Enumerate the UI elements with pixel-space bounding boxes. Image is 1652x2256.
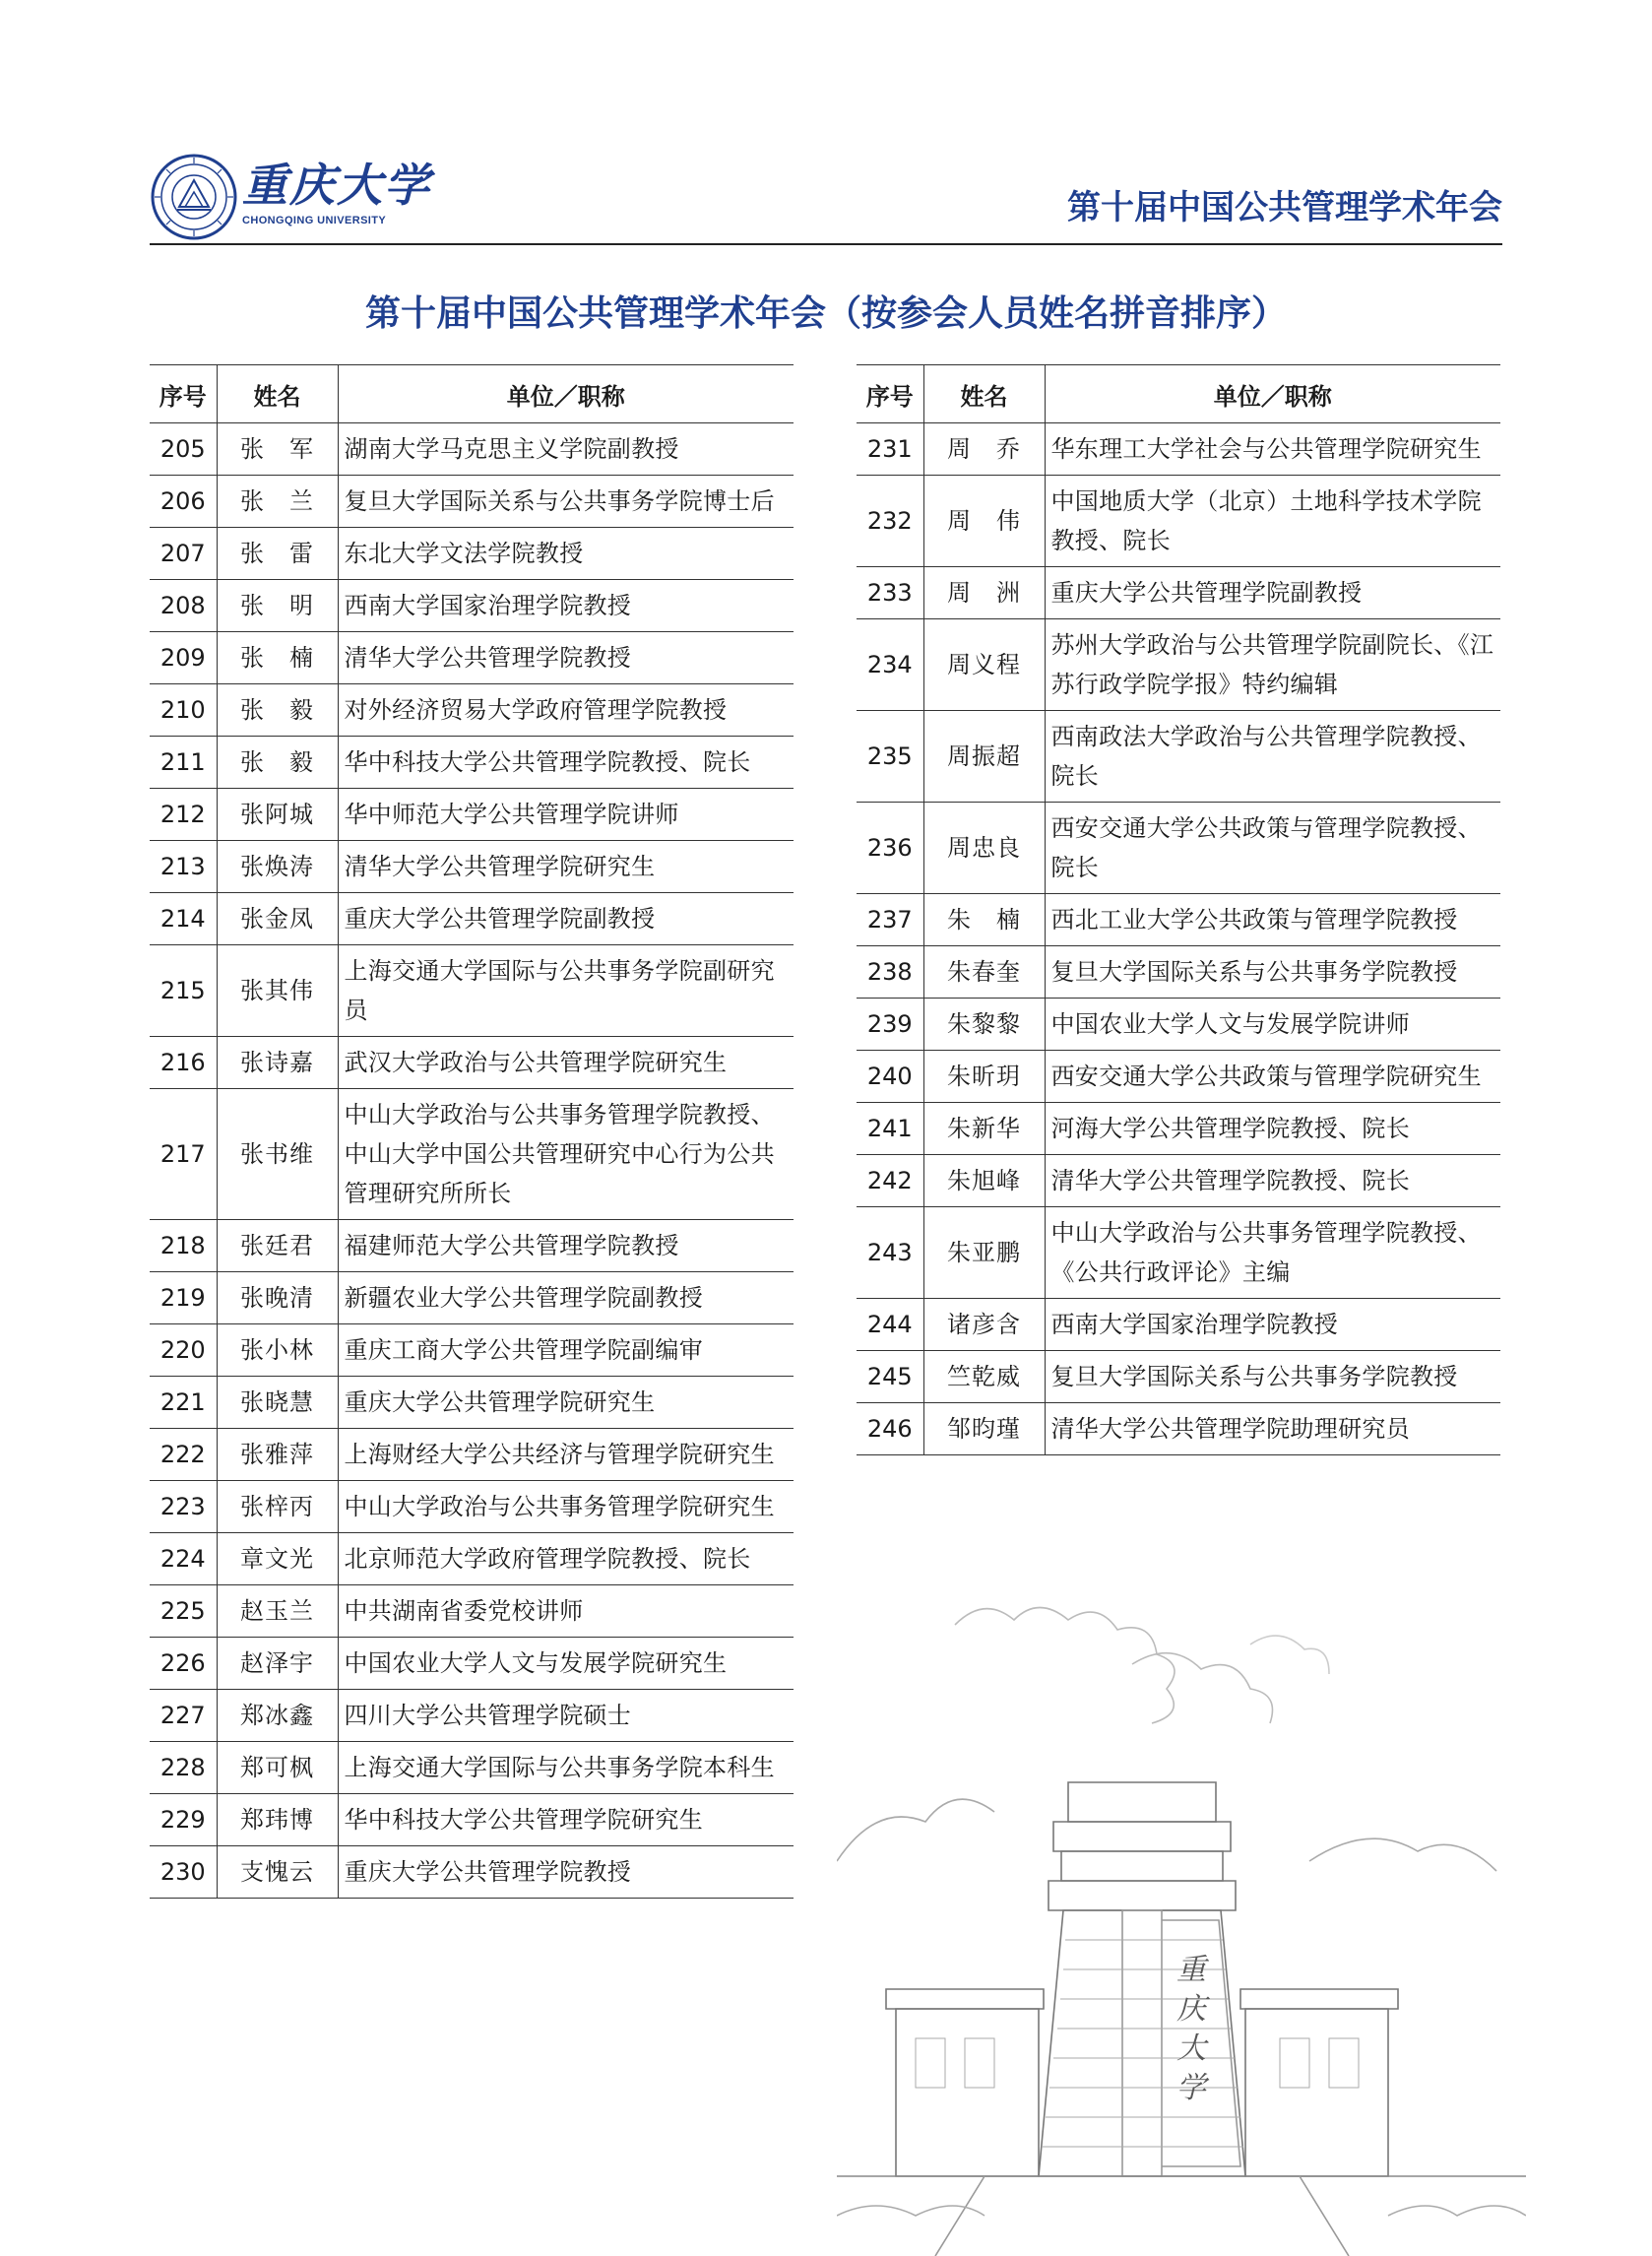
attendee-affiliation: 对外经济贸易大学政府管理学院教授 <box>338 684 794 737</box>
row-number: 218 <box>150 1220 217 1272</box>
attendee-name: 周 洲 <box>923 567 1045 619</box>
table-row <box>150 528 794 580</box>
table-row <box>150 1742 794 1794</box>
table-row <box>150 580 794 632</box>
row-number: 240 <box>857 1051 923 1103</box>
row-number: 214 <box>150 893 217 945</box>
attendee-name: 赵泽宇 <box>217 1638 338 1690</box>
table-row <box>857 1103 1500 1155</box>
table-row <box>857 1155 1500 1207</box>
table-row <box>857 619 1500 711</box>
header-number: 序号 <box>150 365 217 423</box>
attendee-name: 张其伟 <box>217 945 338 1037</box>
row-number: 219 <box>150 1272 217 1324</box>
attendee-name: 张 雷 <box>217 528 338 580</box>
attendee-affiliation: 湖南大学马克思主义学院副教授 <box>338 423 794 476</box>
attendee-name: 张 明 <box>217 580 338 632</box>
header-unit: 单位／职称 <box>338 365 794 423</box>
attendee-affiliation: 清华大学公共管理学院研究生 <box>338 841 794 893</box>
attendee-affiliation: 清华大学公共管理学院教授、院长 <box>1045 1155 1500 1207</box>
row-number: 221 <box>150 1377 217 1429</box>
table-row <box>150 1377 794 1429</box>
table-row <box>857 1351 1500 1403</box>
attendee-name: 周 伟 <box>923 476 1045 567</box>
table-row <box>150 1638 794 1690</box>
svg-text:学: 学 <box>1176 2071 1206 2105</box>
attendee-affiliation: 河海大学公共管理学院教授、院长 <box>1045 1103 1500 1155</box>
attendee-name: 朱新华 <box>923 1103 1045 1155</box>
attendee-affiliation: 福建师范大学公共管理学院教授 <box>338 1220 794 1272</box>
attendee-affiliation: 东北大学文法学院教授 <box>338 528 794 580</box>
table-row <box>857 946 1500 999</box>
table-row <box>150 1429 794 1481</box>
attendee-affiliation: 上海交通大学国际与公共事务学院副研究员 <box>338 945 794 1037</box>
row-number: 211 <box>150 737 217 789</box>
attendee-affiliation: 北京师范大学政府管理学院教授、院长 <box>338 1533 794 1585</box>
row-number: 223 <box>150 1481 217 1533</box>
table-row <box>857 423 1500 476</box>
table-row <box>150 632 794 684</box>
attendee-name: 张 军 <box>217 423 338 476</box>
attendee-name: 张廷君 <box>217 1220 338 1272</box>
row-number: 235 <box>857 711 923 803</box>
table-row <box>150 1272 794 1324</box>
row-number: 207 <box>150 528 217 580</box>
attendee-affiliation: 华中师范大学公共管理学院讲师 <box>338 789 794 841</box>
table-row <box>150 684 794 737</box>
attendee-name: 朱春奎 <box>923 946 1045 999</box>
attendee-affiliation: 上海交通大学国际与公共事务学院本科生 <box>338 1742 794 1794</box>
table-row <box>150 1794 794 1846</box>
attendee-name: 朱旭峰 <box>923 1155 1045 1207</box>
table-row <box>857 1051 1500 1103</box>
attendee-affiliation: 四川大学公共管理学院硕士 <box>338 1690 794 1742</box>
attendee-name: 赵玉兰 <box>217 1585 338 1638</box>
attendee-name: 朱黎黎 <box>923 999 1045 1051</box>
row-number: 206 <box>150 476 217 528</box>
table-row <box>857 1403 1500 1455</box>
table-row <box>150 1324 794 1377</box>
attendee-name: 诸彦含 <box>923 1299 1045 1351</box>
attendee-name: 周义程 <box>923 619 1045 711</box>
attendee-name: 邹昀瑾 <box>923 1403 1045 1455</box>
table-row <box>150 1481 794 1533</box>
row-number: 236 <box>857 803 923 894</box>
row-number: 243 <box>857 1207 923 1299</box>
attendee-name: 朱昕玥 <box>923 1051 1045 1103</box>
row-number: 226 <box>150 1638 217 1690</box>
attendee-name: 张梓丙 <box>217 1481 338 1533</box>
row-number: 242 <box>857 1155 923 1207</box>
table-header-row <box>150 365 794 423</box>
attendee-table-right <box>857 364 1500 1455</box>
attendee-affiliation: 华东理工大学社会与公共管理学院研究生 <box>1045 423 1500 476</box>
attendee-name: 张诗嘉 <box>217 1037 338 1089</box>
attendee-name: 张晓慧 <box>217 1377 338 1429</box>
attendee-name: 张 兰 <box>217 476 338 528</box>
row-number: 205 <box>150 423 217 476</box>
attendee-name: 朱 楠 <box>923 894 1045 946</box>
table-row <box>857 894 1500 946</box>
attendee-affiliation: 重庆工商大学公共管理学院副编审 <box>338 1324 794 1377</box>
table-row <box>857 803 1500 894</box>
attendee-affiliation: 复旦大学国际关系与公共事务学院教授 <box>1045 946 1500 999</box>
attendee-affiliation: 西南大学国家治理学院教授 <box>338 580 794 632</box>
table-row <box>150 476 794 528</box>
attendee-affiliation: 西安交通大学公共政策与管理学院研究生 <box>1045 1051 1500 1103</box>
logo-chinese-name: 重庆大学 <box>242 159 431 212</box>
attendee-affiliation: 复旦大学国际关系与公共事务学院教授 <box>1045 1351 1500 1403</box>
attendee-affiliation: 中国农业大学人文与发展学院讲师 <box>1045 999 1500 1051</box>
table-row <box>150 423 794 476</box>
row-number: 222 <box>150 1429 217 1481</box>
row-number: 213 <box>150 841 217 893</box>
table-row <box>150 737 794 789</box>
row-number: 228 <box>150 1742 217 1794</box>
attendee-name: 张 毅 <box>217 684 338 737</box>
attendee-name: 张 楠 <box>217 632 338 684</box>
attendee-table-left <box>150 364 794 1899</box>
attendee-name: 郑冰鑫 <box>217 1690 338 1742</box>
row-number: 233 <box>857 567 923 619</box>
document-title: 第十届中国公共管理学术年会（按参会人员姓名拼音排序） <box>364 293 1287 334</box>
row-number: 208 <box>150 580 217 632</box>
header-divider <box>150 243 1502 245</box>
row-number: 216 <box>150 1037 217 1089</box>
attendee-name: 郑玮博 <box>217 1794 338 1846</box>
header-unit: 单位／职称 <box>1045 365 1500 423</box>
attendee-affiliation: 重庆大学公共管理学院副教授 <box>1045 567 1500 619</box>
attendee-name: 张书维 <box>217 1089 338 1220</box>
attendee-affiliation: 中共湖南省委党校讲师 <box>338 1585 794 1638</box>
table-row <box>857 711 1500 803</box>
attendee-affiliation: 中国地质大学（北京）土地科学技术学院教授、院长 <box>1045 476 1500 567</box>
row-number: 231 <box>857 423 923 476</box>
row-number: 244 <box>857 1299 923 1351</box>
row-number: 245 <box>857 1351 923 1403</box>
attendee-affiliation: 西南大学国家治理学院教授 <box>1045 1299 1500 1351</box>
table-row <box>857 567 1500 619</box>
attendee-name: 周忠良 <box>923 803 1045 894</box>
university-seal-icon <box>150 153 238 241</box>
row-number: 217 <box>150 1089 217 1220</box>
row-number: 239 <box>857 999 923 1051</box>
attendee-name: 张焕涛 <box>217 841 338 893</box>
attendee-affiliation: 上海财经大学公共经济与管理学院研究生 <box>338 1429 794 1481</box>
attendee-name: 朱亚鹏 <box>923 1207 1045 1299</box>
row-number: 232 <box>857 476 923 567</box>
attendee-affiliation: 中国农业大学人文与发展学院研究生 <box>338 1638 794 1690</box>
table-header-row <box>857 365 1500 423</box>
attendee-affiliation: 苏州大学政治与公共管理学院副院长、《江苏行政学院学报》特约编辑 <box>1045 619 1500 711</box>
row-number: 215 <box>150 945 217 1037</box>
svg-text:大: 大 <box>1176 2031 1206 2066</box>
row-number: 229 <box>150 1794 217 1846</box>
attendee-name: 支愧云 <box>217 1846 338 1899</box>
table-row <box>150 1220 794 1272</box>
table-row <box>150 1533 794 1585</box>
attendee-name: 张雅萍 <box>217 1429 338 1481</box>
attendee-affiliation: 清华大学公共管理学院助理研究员 <box>1045 1403 1500 1455</box>
table-row <box>150 893 794 945</box>
attendee-affiliation: 华中科技大学公共管理学院研究生 <box>338 1794 794 1846</box>
header-number: 序号 <box>857 365 923 423</box>
table-row <box>150 841 794 893</box>
row-number: 227 <box>150 1690 217 1742</box>
header-name: 姓名 <box>217 365 338 423</box>
campus-gate-illustration <box>837 1585 1526 2256</box>
attendee-affiliation: 新疆农业大学公共管理学院副教授 <box>338 1272 794 1324</box>
svg-text:重: 重 <box>1176 1953 1206 1987</box>
row-number: 209 <box>150 632 217 684</box>
attendee-affiliation: 中山大学政治与公共事务管理学院教授、《公共行政评论》主编 <box>1045 1207 1500 1299</box>
attendee-name: 张小林 <box>217 1324 338 1377</box>
attendee-name: 章文光 <box>217 1533 338 1585</box>
row-number: 225 <box>150 1585 217 1638</box>
attendee-name: 郑可枫 <box>217 1742 338 1794</box>
table-row <box>150 1585 794 1638</box>
row-number: 230 <box>150 1846 217 1899</box>
row-number: 212 <box>150 789 217 841</box>
table-row <box>150 789 794 841</box>
attendee-name: 竺乾威 <box>923 1351 1045 1403</box>
attendee-name: 张金凤 <box>217 893 338 945</box>
table-row <box>150 945 794 1037</box>
table-row <box>857 1299 1500 1351</box>
attendee-affiliation: 重庆大学公共管理学院研究生 <box>338 1377 794 1429</box>
attendee-name: 张阿城 <box>217 789 338 841</box>
attendee-affiliation: 复旦大学国际关系与公共事务学院博士后 <box>338 476 794 528</box>
attendee-affiliation: 重庆大学公共管理学院教授 <box>338 1846 794 1899</box>
attendee-name: 张晚清 <box>217 1272 338 1324</box>
attendee-name: 周振超 <box>923 711 1045 803</box>
table-row <box>857 1207 1500 1299</box>
svg-text:庆: 庆 <box>1176 1992 1206 2027</box>
attendee-affiliation: 华中科技大学公共管理学院教授、院长 <box>338 737 794 789</box>
attendee-affiliation: 中山大学政治与公共事务管理学院研究生 <box>338 1481 794 1533</box>
row-number: 220 <box>150 1324 217 1377</box>
logo-english-name: CHONGQING UNIVERSITY <box>242 215 387 226</box>
table-row <box>150 1690 794 1742</box>
row-number: 210 <box>150 684 217 737</box>
table-row <box>150 1037 794 1089</box>
header-name: 姓名 <box>923 365 1045 423</box>
attendee-affiliation: 西北工业大学公共政策与管理学院教授 <box>1045 894 1500 946</box>
row-number: 246 <box>857 1403 923 1455</box>
table-row <box>857 476 1500 567</box>
table-row <box>857 999 1500 1051</box>
attendee-affiliation: 中山大学政治与公共事务管理学院教授、中山大学中国公共管理研究中心行为公共管理研究所所长 <box>338 1089 794 1220</box>
row-number: 241 <box>857 1103 923 1155</box>
row-number: 238 <box>857 946 923 999</box>
attendee-affiliation: 西安交通大学公共政策与管理学院教授、院长 <box>1045 803 1500 894</box>
attendee-affiliation: 武汉大学政治与公共管理学院研究生 <box>338 1037 794 1089</box>
attendee-name: 周 乔 <box>923 423 1045 476</box>
row-number: 224 <box>150 1533 217 1585</box>
attendee-affiliation: 清华大学公共管理学院教授 <box>338 632 794 684</box>
attendee-affiliation: 重庆大学公共管理学院副教授 <box>338 893 794 945</box>
row-number: 234 <box>857 619 923 711</box>
table-row <box>150 1089 794 1220</box>
row-number: 237 <box>857 894 923 946</box>
table-row <box>150 1846 794 1899</box>
conference-title: 第十届中国公共管理学术年会 <box>1067 188 1502 227</box>
university-logo <box>242 158 431 226</box>
attendee-name: 张 毅 <box>217 737 338 789</box>
attendee-affiliation: 西南政法大学政治与公共管理学院教授、院长 <box>1045 711 1500 803</box>
